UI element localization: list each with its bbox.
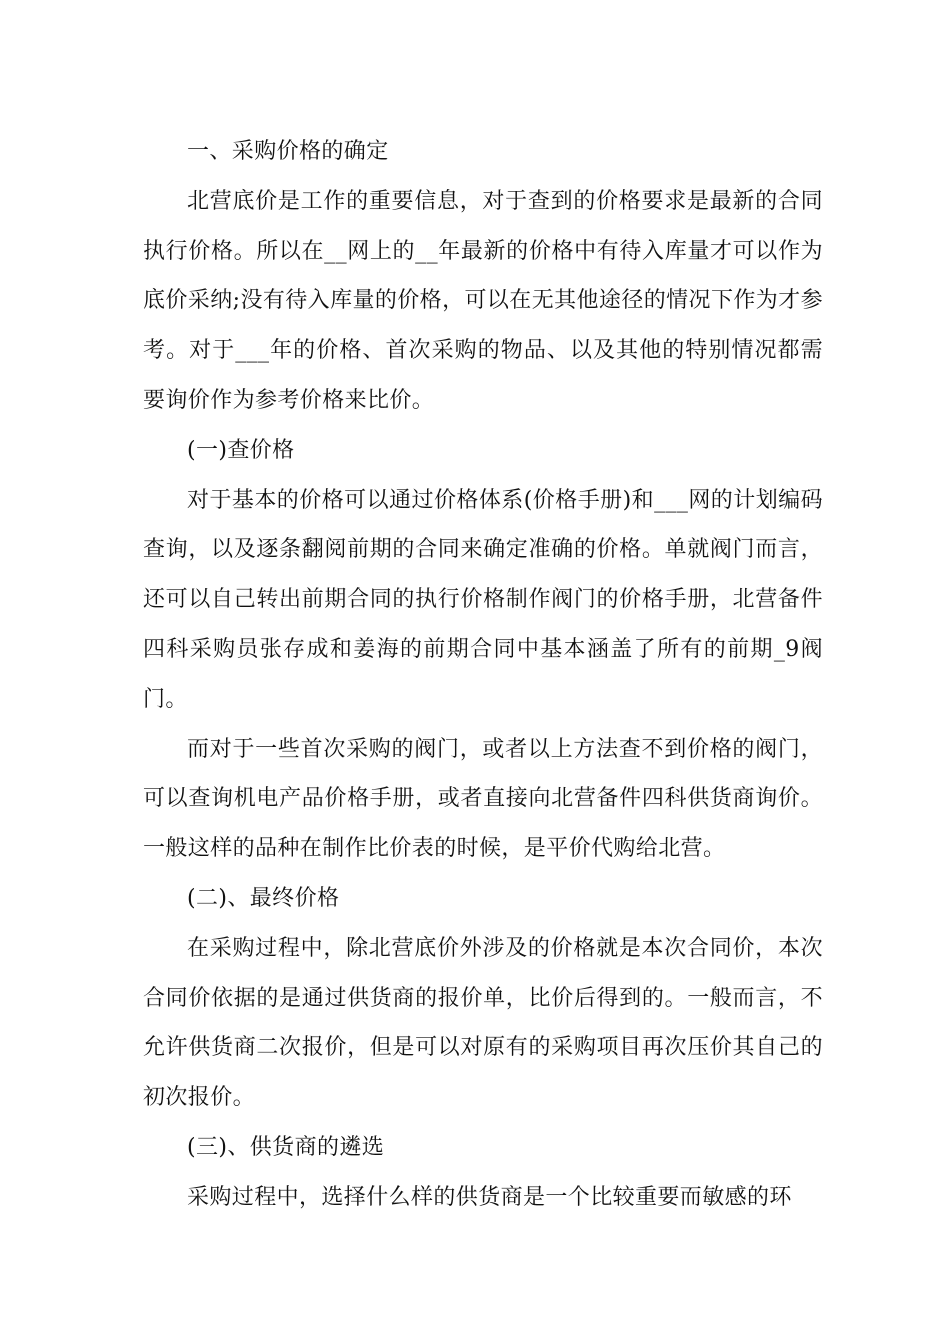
section-heading-price-determination: 一、采购价格的确定: [187, 139, 389, 164]
paragraph-base-price: 北营底价是工作的重要信息，对于查到的价格要求是最新的合同执行价格。所以在__网上的__年最新的价格中有待入库量才可以作为底价采纳;没有待入库量的价格，可以在无其他途径的情况下作为才参考。对于___年的价格、首次采购的物品、以及其他的特别情况都需要询价作为参考价格来比价。: [143, 188, 823, 413]
subsection-heading-final-price: (二)、最终价格: [187, 885, 340, 911]
subsection-heading-supplier-selection: (三)、供货商的遴选: [187, 1134, 385, 1160]
paragraph-price-lookup: 对于基本的价格可以通过价格体系(价格手册)和___网的计划编码查询，以及逐条翻阅前期的合同来确定准确的价格。单就阀门而言，还可以自己转出前期合同的执行价格制作阀门的价格手册，北营备件四科采购员张存成和姜海的前期合同中基本涵盖了所有的前期_9阀门。: [143, 487, 823, 712]
paragraph-contract-price: 在采购过程中，除北营底价外涉及的价格就是本次合同价，本次合同价依据的是通过供货商的报价单，比价后得到的。一般而言，不允许供货商二次报价，但是可以对原有的采购项目再次压价其自己的初次报价。: [143, 935, 823, 1111]
paragraph-supplier-selection: 采购过程中，选择什么样的供货商是一个比较重要而敏感的环: [187, 1184, 792, 1210]
document-body: [143, 127, 823, 1223]
paragraph-first-purchase: 而对于一些首次采购的阀门，或者以上方法查不到价格的阀门，可以查询机电产品价格手册，或者直接向北营备件四科供货商询价。一般这样的品种在制作比价表的时候，是平价代购给北营。: [143, 736, 823, 862]
subsection-heading-check-price: (一)查价格: [187, 437, 295, 463]
